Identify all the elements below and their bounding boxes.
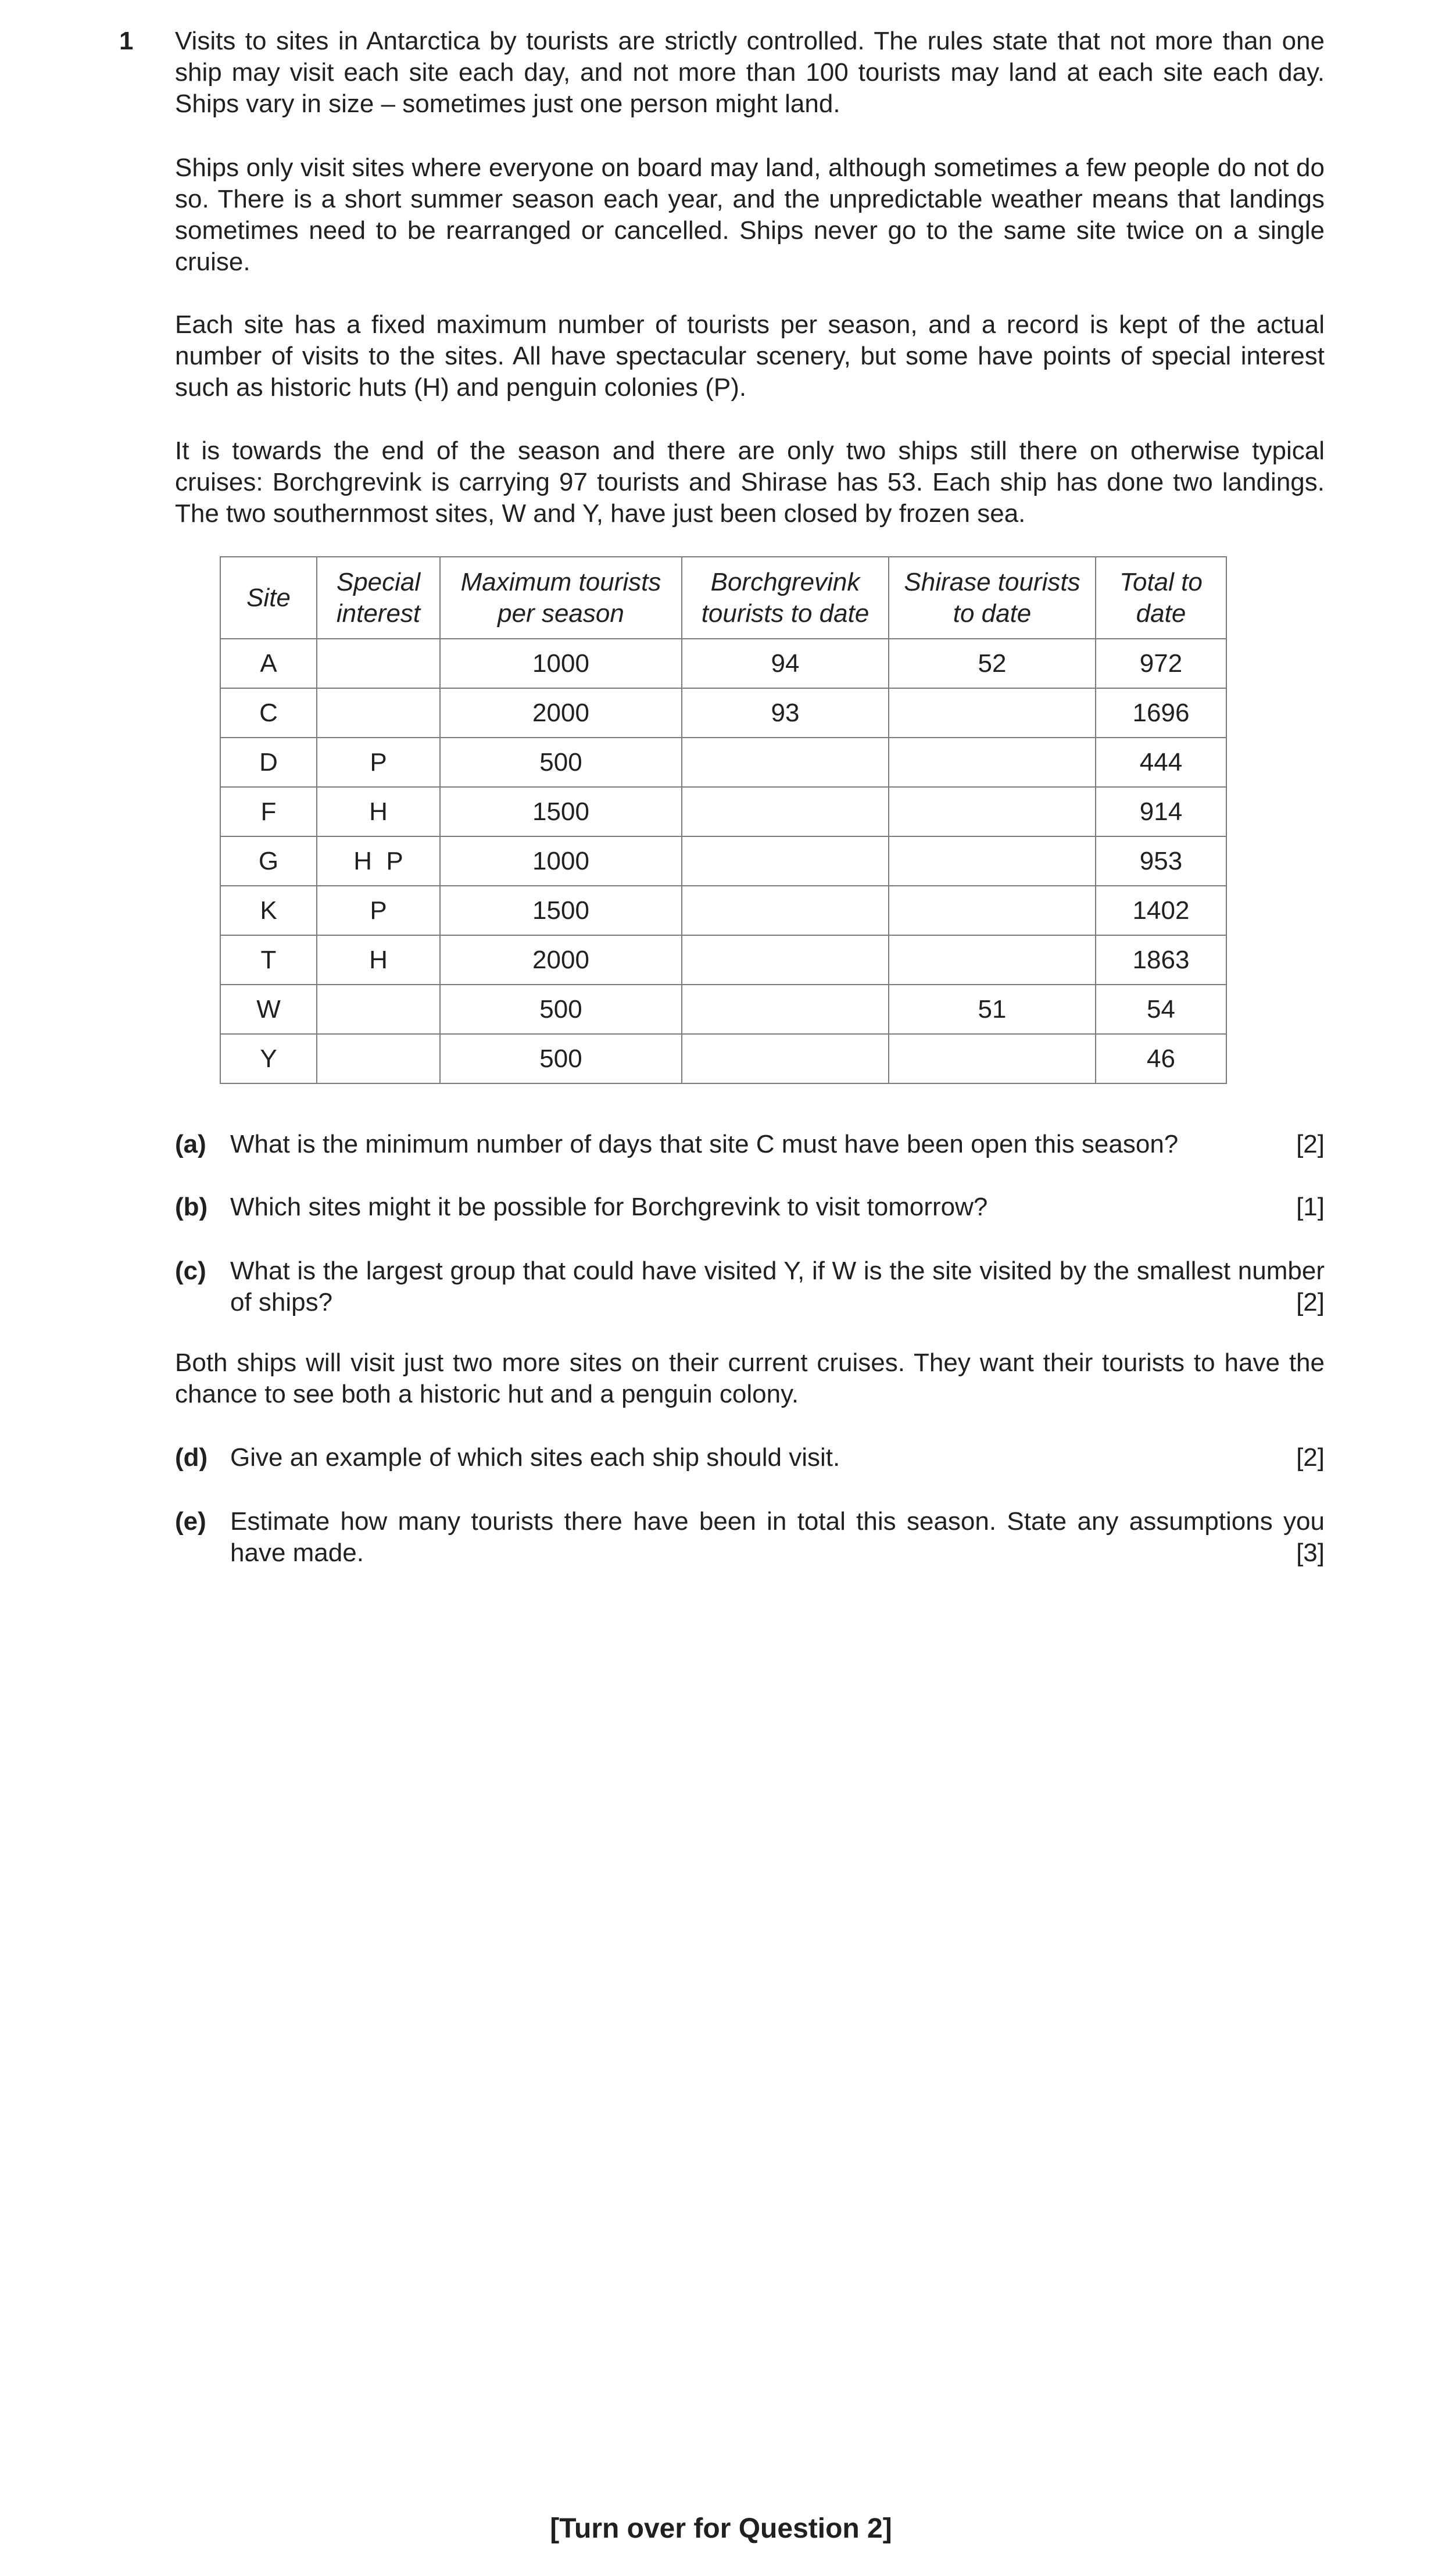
cell-borchgrevink <box>682 886 889 935</box>
cell-borchgrevink: 93 <box>682 688 889 738</box>
cell-site: W <box>220 985 317 1034</box>
cell-site: T <box>220 935 317 985</box>
cell-special-interest: H P <box>317 836 440 886</box>
table-row <box>220 935 1226 985</box>
question-a <box>175 1129 1325 1160</box>
header-borchgrevink-text: Borchgrevink tourists to date <box>701 567 870 628</box>
question-c-marks: [2] <box>1296 1288 1325 1316</box>
question-a-label: (a) <box>175 1130 206 1158</box>
table-header-row <box>220 557 1226 639</box>
cell-special-interest <box>317 985 440 1034</box>
cell-shirase <box>889 935 1096 985</box>
intro-paragraph-4: It is towards the end of the season and there are only two ships still there on otherwise typical cruises: Borchgrevink is carrying 97 tourists and Shirase has 53. Each ship has done two landings. The two southernmost sites, W and Y, have just been closed by frozen sea. <box>175 437 1325 528</box>
cell-total: 1402 <box>1096 886 1226 935</box>
cell-total: 1696 <box>1096 688 1226 738</box>
header-shirase-text: Shirase tourists to date <box>904 567 1080 628</box>
cell-special-interest <box>317 1034 440 1083</box>
cell-total: 46 <box>1096 1034 1226 1083</box>
header-special-interest <box>317 557 440 639</box>
cell-site: Y <box>220 1034 317 1083</box>
cell-total: 972 <box>1096 639 1226 688</box>
header-borchgrevink <box>682 557 889 639</box>
cell-total: 1863 <box>1096 935 1226 985</box>
cell-shirase: 52 <box>889 639 1096 688</box>
question-b <box>175 1192 1325 1223</box>
header-special-interest-text: Special interest <box>336 567 421 628</box>
header-total-text: Total to date <box>1119 567 1203 628</box>
cell-special-interest: H <box>317 787 440 836</box>
table-row <box>220 886 1226 935</box>
interlude-paragraph: Both ships will visit just two more sites on their current cruises. They want their tourists to have the chance to see both a historic hut and a penguin colony. <box>175 1348 1325 1408</box>
intro-paragraph-1: Visits to sites in Antarctica by tourists are strictly controlled. The rules state that not more than one ship may visit each site each day, and not more than 100 tourists may land at each site each day. Ships vary in size – sometimes just one person might land. <box>175 27 1325 118</box>
question-a-marks: [2] <box>1296 1130 1325 1158</box>
cell-site: D <box>220 738 317 787</box>
cell-total: 54 <box>1096 985 1226 1034</box>
cell-special-interest: H <box>317 935 440 985</box>
header-max-tourists-text: Maximum tourists per season <box>460 567 661 628</box>
cell-total: 914 <box>1096 787 1226 836</box>
question-e-text: Estimate how many tourists there have been in total this season. State any assumptions you have made. <box>230 1507 1325 1567</box>
cell-special-interest: P <box>317 886 440 935</box>
table-row <box>220 836 1226 886</box>
header-site: Site <box>220 557 317 639</box>
cell-site: A <box>220 639 317 688</box>
question-e-marks: [3] <box>1296 1539 1325 1567</box>
cell-borchgrevink <box>682 738 889 787</box>
table-row <box>220 639 1226 688</box>
cell-shirase <box>889 886 1096 935</box>
sites-table <box>220 556 1227 1084</box>
question-c-label: (c) <box>175 1257 206 1285</box>
cell-total: 444 <box>1096 738 1226 787</box>
cell-shirase <box>889 738 1096 787</box>
header-total <box>1096 557 1226 639</box>
question-e <box>175 1506 1325 1569</box>
question-number: 1 <box>119 27 134 55</box>
table-row <box>220 985 1226 1034</box>
table-row <box>220 688 1226 738</box>
cell-site: F <box>220 787 317 836</box>
question-d-text: Give an example of which sites each ship should visit. <box>230 1443 840 1472</box>
cell-max-tourists: 2000 <box>440 688 682 738</box>
header-shirase <box>889 557 1096 639</box>
header-max-tourists <box>440 557 682 639</box>
cell-borchgrevink <box>682 1034 889 1083</box>
cell-max-tourists: 2000 <box>440 935 682 985</box>
cell-max-tourists: 1000 <box>440 639 682 688</box>
cell-shirase <box>889 836 1096 886</box>
cell-max-tourists: 1000 <box>440 836 682 886</box>
question-c-text: What is the largest group that could have visited Y, if W is the site visited by the smallest number of ships? <box>230 1257 1325 1316</box>
intro-paragraph-3: Each site has a fixed maximum number of tourists per season, and a record is kept of the actual number of visits to the sites. All have spectacular scenery, but some have points of special interest such as historic huts (H) and penguin colonies (P). <box>175 310 1325 402</box>
cell-site: G <box>220 836 317 886</box>
cell-shirase <box>889 787 1096 836</box>
cell-special-interest <box>317 688 440 738</box>
intro-paragraph-2: Ships only visit sites where everyone on board may land, although sometimes a few people do not do so. There is a short summer season each year, and the unpredictable weather means that landings sometimes need to be rearranged or cancelled. Ships never go to the same site twice on a single cruise. <box>175 153 1325 276</box>
table-row <box>220 787 1226 836</box>
cell-shirase <box>889 1034 1096 1083</box>
table-row <box>220 738 1226 787</box>
question-d-marks: [2] <box>1296 1443 1325 1472</box>
question-d <box>175 1442 1325 1473</box>
cell-max-tourists: 500 <box>440 985 682 1034</box>
table-body <box>220 639 1226 1083</box>
cell-max-tourists: 1500 <box>440 886 682 935</box>
table-row <box>220 1034 1226 1083</box>
cell-max-tourists: 500 <box>440 738 682 787</box>
question-c <box>175 1255 1325 1318</box>
question-e-label: (e) <box>175 1507 206 1536</box>
cell-total: 953 <box>1096 836 1226 886</box>
cell-site: K <box>220 886 317 935</box>
cell-shirase <box>889 688 1096 738</box>
cell-borchgrevink <box>682 836 889 886</box>
cell-borchgrevink <box>682 787 889 836</box>
cell-shirase: 51 <box>889 985 1096 1034</box>
turn-over-footer: [Turn over for Question 2] <box>550 2513 892 2544</box>
cell-max-tourists: 500 <box>440 1034 682 1083</box>
cell-max-tourists: 1500 <box>440 787 682 836</box>
cell-borchgrevink <box>682 935 889 985</box>
cell-borchgrevink: 94 <box>682 639 889 688</box>
cell-special-interest: P <box>317 738 440 787</box>
question-a-text: What is the minimum number of days that site C must have been open this season? <box>230 1130 1179 1158</box>
question-b-marks: [1] <box>1296 1193 1325 1221</box>
cell-site: C <box>220 688 317 738</box>
question-b-label: (b) <box>175 1193 208 1221</box>
cell-special-interest <box>317 639 440 688</box>
cell-borchgrevink <box>682 985 889 1034</box>
question-d-label: (d) <box>175 1443 208 1472</box>
question-b-text: Which sites might it be possible for Borchgrevink to visit tomorrow? <box>230 1193 988 1221</box>
